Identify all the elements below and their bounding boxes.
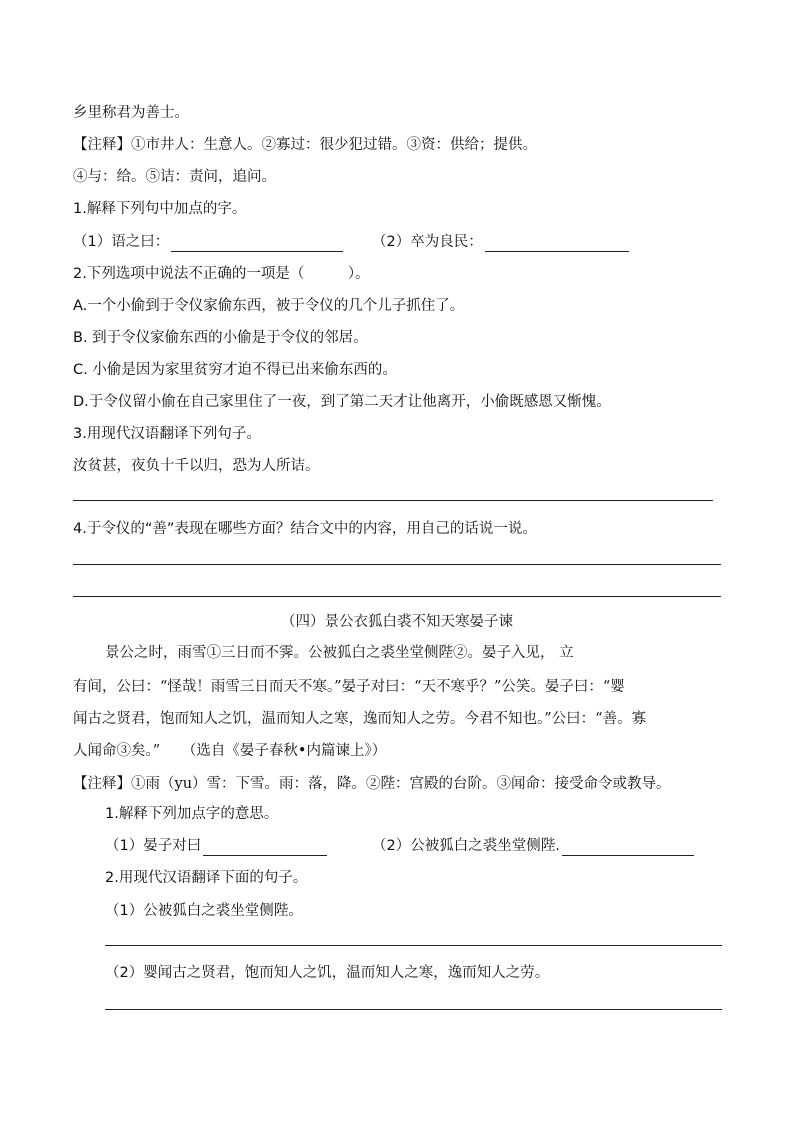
answer-line-q3[interactable] (73, 500, 713, 501)
passage-line-3: 闻古之贤君，饱而知人之饥，温而知人之寒，逸而知人之劳。今君不知也。”公曰：“善。寡 (73, 711, 647, 727)
s4-question-2: 2.用现代汉语翻译下面的句子。 (105, 870, 308, 886)
option-b: B. 到于令仪家偷东西的小偷是于令仪的邻居。 (73, 330, 368, 346)
option-c: C. 小偷是因为家里贫穷才迫不得已出来偷东西的。 (73, 362, 397, 378)
s4-question-1a (105, 836, 327, 856)
passage-line-2: 有间，公曰：“怪哉！雨雪三日而天不寒。”晏子对曰：“天不寒乎？”公笑。晏子曰：“婴 (73, 679, 625, 695)
question-1: 1.解释下列句中加点的字。 (73, 201, 247, 217)
question-4: 4.于令仪的“善”表现在哪些方面？结合文中的内容，用自己的话说一说。 (73, 521, 537, 537)
question-3-sentence: 汝贫甚，夜负十千以归，恐为人所诘。 (73, 458, 320, 474)
question-1b (372, 232, 629, 252)
s4-answer-line-2a[interactable] (105, 945, 722, 946)
answer-line-q4-1[interactable] (73, 564, 721, 565)
s4-question-2a: （1）公被狐白之裘坐堂侧陛。 (105, 903, 303, 919)
question-3: 3.用现代汉语翻译下列句子。 (73, 426, 261, 442)
s4-question-2b: （2）婴闻古之贤君，饱而知人之饥，温而知人之寒，逸而知人之劳。 (105, 965, 550, 981)
passage-line-1: 景公之时，雨雪①三日而不霁。公被狐白之裘坐堂侧陛②。晏子入见， 立 (105, 645, 574, 661)
answer-line-q4-2[interactable] (73, 596, 721, 597)
answer-blank-1b[interactable] (485, 235, 629, 252)
s4-answer-blank-1b[interactable] (562, 839, 694, 856)
option-a: A.一个小偷到于令仪家偷东西，被于令仪的几个儿子抓住了。 (73, 298, 465, 314)
passage-line-4: 人闻命③矣。” （选自《晏子春秋•内篇谏上》） (73, 743, 387, 759)
s4-answer-line-2b[interactable] (105, 1009, 722, 1010)
s4-question-1: 1.解释下列加点字的意思。 (105, 806, 279, 822)
annotation-line-section4: 【注释】①雨（yu）雪：下雪。雨：落，降。②陛：宫殿的台阶。③闻命：接受命令或教导。 (73, 776, 671, 792)
s4-answer-blank-1a[interactable] (203, 839, 327, 856)
s4-question-1b (372, 836, 694, 856)
annotation-line-1: 【注释】①市井人：生意人。②寡过：很少犯过错。③资：供给；提供。 (73, 137, 537, 153)
question-2: 2.下列选项中说法不正确的一项是（ ）。 (73, 266, 370, 282)
question-1a-label: （1）语之曰： (73, 234, 170, 250)
s4-question-1a-label: （1）晏子对曰 (105, 838, 202, 854)
annotation-line-2: ④与：给。⑤诘：责问，追问。 (73, 169, 276, 185)
section-4-title: （四）景公衣狐白裘不知天寒晏子谏 (281, 614, 513, 630)
passage-tail: 乡里称君为善士。 (73, 105, 189, 121)
question-1a (73, 232, 343, 252)
question-1b-label: （2）卒为良民： (372, 234, 483, 250)
option-d: D.于令仪留小偷在自己家里住了一夜，到了第二天才让他离开，小偷既感恩又惭愧。 (73, 394, 611, 410)
s4-question-1b-label: （2）公被狐白之裘坐堂侧陛. (372, 838, 560, 854)
answer-blank-1a[interactable] (171, 235, 343, 252)
